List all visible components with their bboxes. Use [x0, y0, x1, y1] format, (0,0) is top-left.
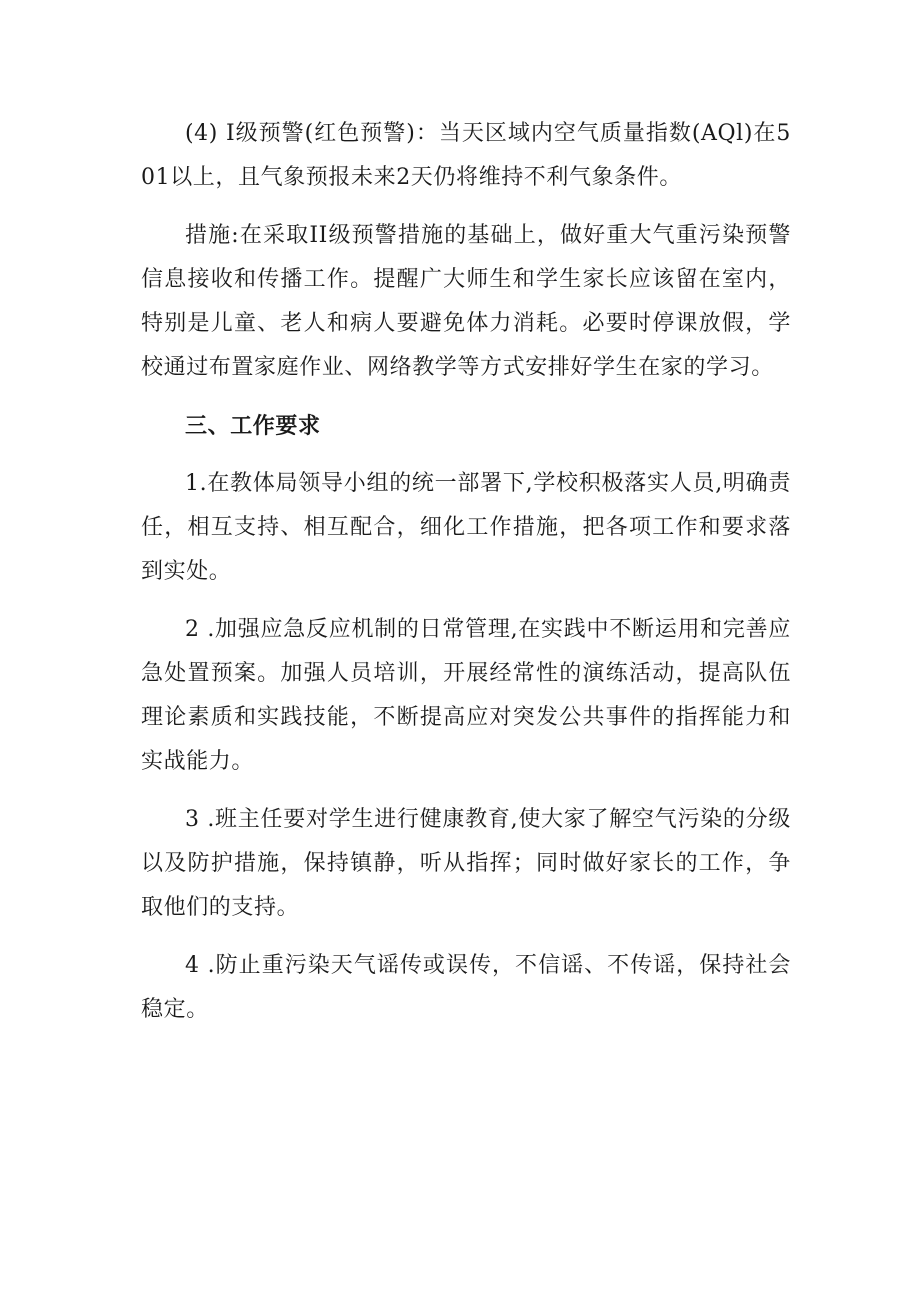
- requirement-item-3: 3 .班主任要对学生进行健康教育,使大家了解空气污染的分级以及防护措施，保持镇静，听从指挥；同时做好家长的工作，争取他们的支持。: [141, 807, 791, 920]
- level1-measures-paragraph: 措施:在采取II级预警措施的基础上，做好重大气重污染预警信息接收和传播工作。提醒广大师生和学生家长应该留在室内，特别是儿童、老人和病人要避免体力消耗。必要时停课放假，学校通过布置家庭作业、网络教学等方式安排好学生在家的学习。: [141, 223, 791, 380]
- section-heading: 三、工作要求: [185, 413, 321, 439]
- level1-warning-paragraph: (4) I级预警(红色预警)：当天区域内空气质量指数(AQl)在501以上，且气象预报未来2天仍将维持不利气象条件。: [141, 121, 791, 190]
- requirement-item-2: 2 .加强应急反应机制的日常管理,在实践中不断运用和完善应急处置预案。加强人员培训，开展经常性的演练活动，提高队伍理论素质和实践技能，不断提高应对突发公共事件的指挥能力和实战能力。: [141, 617, 791, 774]
- requirement-item-1: 1.在教体局领导小组的统一部署下,学校积极落实人员,明确责任，相互支持、相互配合，细化工作措施，把各项工作和要求落到实处。: [141, 471, 791, 584]
- requirement-item-4: 4 .防止重污染天气谣传或误传，不信谣、不传谣，保持社会稳定。: [141, 953, 791, 1022]
- document-page: [141, 112, 791, 1032]
